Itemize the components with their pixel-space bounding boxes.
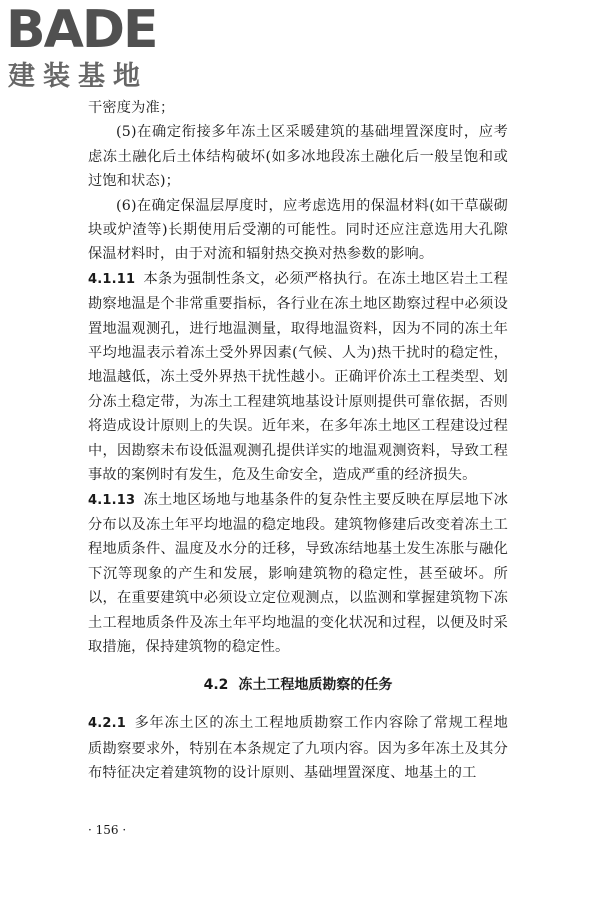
- clause-4-1-11: [88, 267, 508, 488]
- section-title-text: 冻土工程地质勘察的任务: [238, 677, 393, 694]
- clause-text: 多年冻土区的冻土工程地质勘察工作内容除了常规工程地质勘察要求外，特别在本条规定了九项内容。因为多年冻土及其分布特征决定着建筑物的设计原则、基础埋置深度、地基土的工: [88, 715, 508, 782]
- clause-4-1-13: [88, 488, 508, 660]
- page-body: [88, 96, 508, 786]
- section-heading: [88, 673, 508, 697]
- logo-brand-text: BADE: [6, 0, 157, 60]
- logo-subtitle: 建装基地: [8, 61, 148, 92]
- section-number: 4.2: [203, 677, 229, 694]
- paragraph-continuation: 干密度为准；: [88, 100, 175, 116]
- clause-text: 冻土地区场地与地基条件的复杂性主要反映在厚层地下冰分布以及冻土年平均地温的稳定地段。建筑物修建后改变着冻土工程地质条件、温度及水分的迁移，导致冻结地基土发生冻胀与融化下沉等现象的产生和发展，影响建筑物的稳定性，甚至破坏。所以，在重要建筑中必须设立定位观测点，以监测和掌握建筑物下冻土工程地质条件及冻土年平均地温的变化状况和过程，以便及时采取措施，保持建筑物的稳定性。: [88, 491, 508, 655]
- brand-logo: [6, 2, 176, 94]
- clause-number: 4.2.1: [88, 716, 127, 732]
- clause-text: 本条为强制性条文，必须严格执行。在冻土地区岩土工程勘察地温是个非常重要指标，各行业在冻土地区勘察过程中必须设置地温观测孔，进行地温测量，取得地温资料，因为不同的冻土年平均地温表示着冻土受外界因素(气候、人为)热干扰时的稳定性，地温越低，冻土受外界热干扰性越小。正确评价冻土工程类型、划分冻土稳定带，为冻土工程建筑地基设计原则提供可靠依据，否则将造成设计原则上的失误。近年来，在多年冻土地区工程建设过程中，因勘察未布设低温观测孔提供详实的地温观测资料，导致工程事故的案例时有发生，危及生命安全，造成严重的经济损失。: [88, 270, 508, 484]
- paragraph-item-5: (5)在确定衔接多年冻土区采暖建筑的基础埋置深度时，应考虑冻土融化后土体结构破坏(如多冰地段冻土融化后一般呈饱和或过饱和状态)；: [88, 124, 508, 190]
- paragraph-item-6: (6)在确定保温层厚度时，应考虑选用的保温材料(如干草碳砌块或炉渣等)长期使用后受潮的可能性。同时还应注意选用大孔隙保温材料时，由于对流和辐射热交换对热参数的影响。: [88, 197, 508, 263]
- page-number: · 156 ·: [88, 823, 127, 837]
- clause-4-2-1: [88, 711, 508, 785]
- clause-number: 4.1.13: [88, 492, 136, 508]
- clause-number: 4.1.11: [88, 271, 136, 287]
